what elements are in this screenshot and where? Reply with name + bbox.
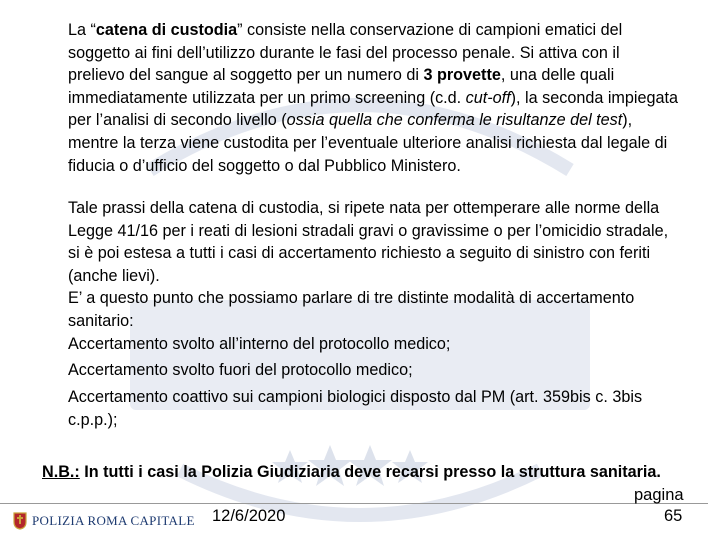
term-conferma: ossia quella che conferma le risultanze del test: [286, 111, 623, 130]
nb-label: N.B.:: [42, 463, 80, 481]
list-item-accertamento-coattivo: Accertamento coattivo sui campioni biologici disposto dal PM (art. 359bis c. 3bis c.p.p.);: [68, 388, 643, 429]
logo-text: POLIZIA ROMA CAPITALE: [32, 513, 195, 528]
footer-date: 12/6/2020: [212, 507, 286, 525]
paragraph-catena-di-custodia: La “catena di custodia” consiste nella conservazione di campioni ematici del soggetto ai fini dell’utilizzo durante le fasi del processo penale. Si attiva con il prelievo del sangue al soggetto per un numero di 3 provette, una delle quali immediatamente utilizzata per un primo screening (c.d. cut-off), la seconda impiegata per l’analisi di secondo livello (ossia quella che conferma le risultanze del test), mentre la terza viene custodita per l’eventuale ulteriore analisi richiesta dal legale di fiducia o d’ufficio del soggetto o dal Pubblico Ministero.: [68, 21, 679, 175]
footer-divider: [0, 503, 708, 504]
list-item-fuori-protocollo: Accertamento svolto fuori del protocollo medico;: [68, 361, 413, 379]
polizia-roma-capitale-logo: [12, 512, 195, 530]
nb-note: [42, 461, 661, 483]
paragraph-modalita-accertamento: E’ a questo punto che possiamo parlare di tre distinte modalità di accertamento sanitario:: [68, 289, 635, 330]
page-number: 65: [664, 507, 683, 525]
list-item-interno-protocollo: Accertamento svolto all’interno del protocollo medico;: [68, 335, 451, 353]
nb-text: In tutti i casi la Polizia Giudiziaria deve recarsi presso la struttura sanitaria.: [79, 463, 661, 481]
term-cut-off: cut-off: [465, 88, 511, 107]
paragraph-legge-41-16: Tale prassi della catena di custodia, si ripete nata per ottemperare alle norme della Legge 41/16 per i reati di lesioni stradali gravi o gravissime o per l’omicidio stradale, si è poi estesa a tutti i casi di accertamento richiesto a seguito di sinistro con feriti (anche lievi).: [68, 199, 669, 285]
term-catena-di-custodia: catena di custodia: [95, 21, 238, 39]
term-3-provette: 3 provette: [423, 66, 501, 85]
roma-capitale-emblem-icon: [12, 512, 28, 530]
page-label: pagina: [634, 486, 684, 504]
